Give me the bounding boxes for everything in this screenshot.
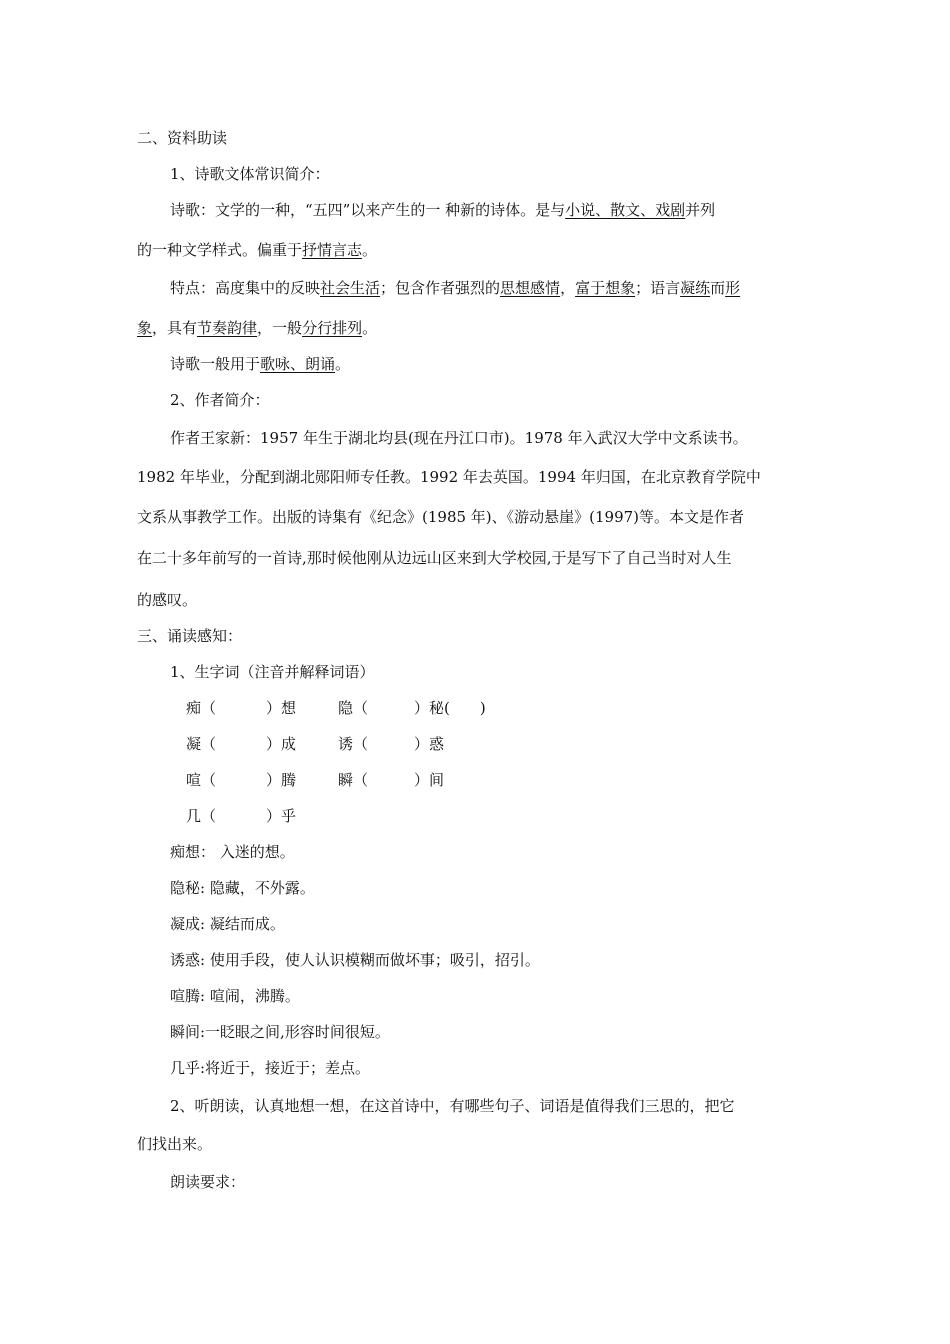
- text: ；包含作者强烈的: [380, 279, 501, 297]
- author-line-1: 作者王家新：1957 年生于湖北均县(现在丹江口市)。1978 年入武汉大学中文系读书。: [170, 429, 748, 447]
- vocab-char: ）惑: [414, 735, 445, 753]
- poetry-definition-line-2: [137, 240, 377, 260]
- underlined-term: 分行排列: [302, 319, 363, 337]
- subheading-author: 2、作者简介：: [170, 391, 270, 409]
- text: ，具有: [152, 319, 198, 337]
- vocab-char: 瞬（: [338, 771, 369, 789]
- author-line-3: 文系从事教学工作。出版的诗集有《纪念》(1985 年)、《游动悬崖》(1997)等。本文是作者: [137, 508, 745, 526]
- definition-line: 瞬间:一眨眼之间,形容时间很短。: [170, 1023, 390, 1041]
- listen-line-1: 2、听朗读，认真地想一想，在这首诗中，有哪些句子、词语是值得我们三思的，把它: [170, 1097, 735, 1115]
- vocab-char: 隐（: [338, 699, 369, 717]
- vocab-char: ): [479, 699, 486, 717]
- text: ；语言: [635, 279, 681, 297]
- vocab-char: ）成: [266, 735, 297, 753]
- vocab-char: 诱（: [338, 735, 369, 753]
- definition-line: 隐秘: 隐藏，不外露。: [170, 879, 315, 897]
- text: 的一种文学样式。偏重于: [137, 241, 303, 259]
- vocab-char: ）想: [266, 699, 297, 717]
- definition-line: 几乎:将近于，接近于；差点。: [170, 1059, 371, 1077]
- vocab-char: ）腾: [266, 771, 297, 789]
- text: 并列: [685, 201, 716, 219]
- definition-line: 诱惑: 使用手段，使人认识模糊而做坏事；吸引，招引。: [170, 951, 540, 969]
- vocab-row: [186, 698, 486, 718]
- text: ，一般: [257, 319, 303, 337]
- text: 。: [335, 355, 351, 373]
- underlined-term: 节奏韵律: [197, 319, 258, 337]
- poetry-usage: [170, 354, 350, 374]
- underlined-term: 形: [725, 279, 741, 297]
- text: 。: [362, 241, 378, 259]
- definition-line: 痴想： 入迷的想。: [170, 843, 295, 861]
- definition-line: 凝成: 凝结而成。: [170, 915, 285, 933]
- vocab-char: 痴（: [186, 699, 217, 717]
- author-line-5: 的感叹。: [137, 591, 198, 609]
- vocab-char: 几（: [186, 807, 217, 825]
- section-heading-2: 二、资料助读: [137, 129, 228, 147]
- underlined-term: 抒情言志: [302, 241, 363, 259]
- underlined-term: 象: [137, 319, 153, 337]
- underlined-term: 社会生活: [320, 279, 381, 297]
- text: 特点：高度集中的反映: [170, 279, 321, 297]
- underlined-term: 凝练: [680, 279, 711, 297]
- listen-line-2: 们找出来。: [137, 1135, 213, 1153]
- underlined-term: 富于想象: [575, 279, 636, 297]
- text: 诗歌：文学的一种，“五四”以来产生的一 种新的诗体。是与: [170, 201, 566, 219]
- text: 。: [362, 319, 378, 337]
- vocab-row: [186, 734, 444, 754]
- vocab-char: ）乎: [266, 807, 297, 825]
- subheading-vocab: 1、生字词（注音并解释词语）: [170, 663, 375, 681]
- subheading-poetry-intro: 1、诗歌文体常识简介：: [170, 165, 330, 183]
- features-line-2: [137, 318, 377, 338]
- author-line-4: 在二十多年前写的一首诗,那时候他刚从边远山区来到大学校园,于是写下了自己当时对人生: [137, 549, 732, 567]
- definition-line: 喧腾: 喧闹，沸腾。: [170, 987, 300, 1005]
- vocab-char: ）秘(: [414, 699, 450, 717]
- underlined-term: 思想感情: [500, 279, 561, 297]
- vocab-row: [186, 770, 444, 790]
- text: 诗歌一般用于: [170, 355, 261, 373]
- reading-requirements: 朗读要求：: [170, 1173, 246, 1191]
- features-line-1: [170, 278, 740, 298]
- underlined-term: 歌咏、朗诵: [260, 355, 336, 373]
- author-line-2: 1982 年毕业，分配到湖北郧阳师专任教。1992 年去英国。1994 年归国，在北京教育学院中: [137, 468, 761, 486]
- section-heading-3: 三、诵读感知：: [137, 627, 243, 645]
- vocab-char: 凝（: [186, 735, 217, 753]
- vocab-row: [186, 806, 296, 826]
- text: 而: [710, 279, 726, 297]
- vocab-char: ）间: [414, 771, 445, 789]
- vocab-char: 喧（: [186, 771, 217, 789]
- underlined-term: 小说、散文、戏剧: [565, 201, 686, 219]
- text: ，: [560, 279, 576, 297]
- poetry-definition-line-1: [170, 200, 715, 220]
